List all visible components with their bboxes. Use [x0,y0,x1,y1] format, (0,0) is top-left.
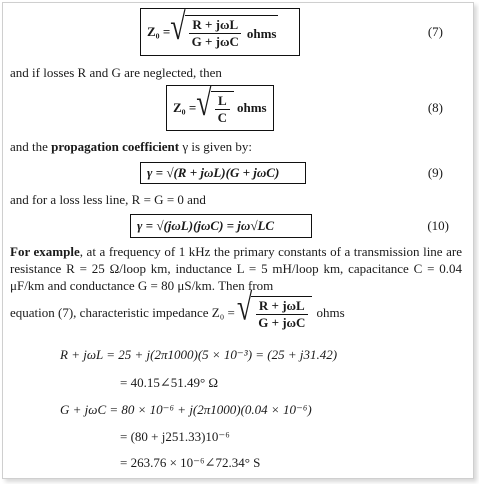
text-propagation-intro: and the propagation coefficient γ is given by: [10,139,253,154]
eq8-numerator: L [215,94,230,110]
eq7-radical: √ $\frac{\text{R + jωL}}{\text{G + jωC}}$ ohms [170,6,277,49]
eq8-lhs: Z₀ = [173,100,197,115]
calc-line-2: = 40.15∠51.49° Ω [120,375,219,390]
example-numerator: R + jωL [256,299,308,315]
eq7-lhs: Z₀ = [147,24,171,39]
eq8-fraction [215,94,230,125]
calc-line-5: = 263.76 × 10⁻⁶∠72.34° S [120,455,261,470]
eq7-unit: ohms [246,25,277,41]
example-impedance-line [10,287,345,330]
example-line-text: equation (7), characteristic impedance Z₀ = [10,305,235,320]
example-body: , at a frequency of 1 kHz the primary constants of a transmission line are resistance R = 25 Ω/loop km, inductance L = 5 mH/loop km, capacitance C = 0.04 μF/km and conductance G = 80 μS/km. Then from [10,244,462,293]
text-lossless-line: and for a loss less line, R = G = 0 and [10,192,206,207]
example-lead: For example [10,244,80,259]
eq10-expression: γ = √(jωL)(jωC) = jω√LC [137,218,275,233]
eq8-denominator: C [217,110,227,125]
eq9-number: (9) [427,165,443,180]
eq7-number: (7) [427,24,443,39]
eq7-fraction [189,18,242,49]
example-denominator: G + jωC [258,315,306,330]
eq7-denominator: G + jωC [191,34,239,49]
example-paragraph [10,243,462,294]
calc-line-4: = (80 + j251.33)10⁻⁶ [120,429,230,444]
example-radical: √ $\frac{\text{R + jωL}}{\text{G + jωC}}$ [237,296,313,330]
eq7-numerator: R + jωL [189,18,241,34]
eq8-unit: ohms [237,100,267,115]
equation-8-box [166,82,274,131]
calc-line-1: R + jωL = 25 + j(2π1000)(5 × 10⁻³) = (25 + j31.42) [60,347,338,362]
equation-10-box [130,214,312,238]
example-fraction [255,299,308,330]
eq10-number: (10) [427,218,449,233]
term-propagation-coefficient: propagation coefficient [51,139,180,154]
equation-9-box [140,162,306,184]
eq8-number: (8) [427,100,443,115]
equation-7-box [140,8,300,56]
example-unit: ohms [316,305,345,320]
eq8-radical: √ $\frac{L}{C}$ [196,91,234,125]
eq9-expression: γ = √(R + jωL)(G + jωC) [147,165,280,180]
text-losses-neglected: and if losses R and G are neglected, then [10,65,222,80]
calc-line-3: G + jωC = 80 × 10⁻⁶ + j(2π1000)(0.04 × 10⁻⁶) [60,402,312,417]
